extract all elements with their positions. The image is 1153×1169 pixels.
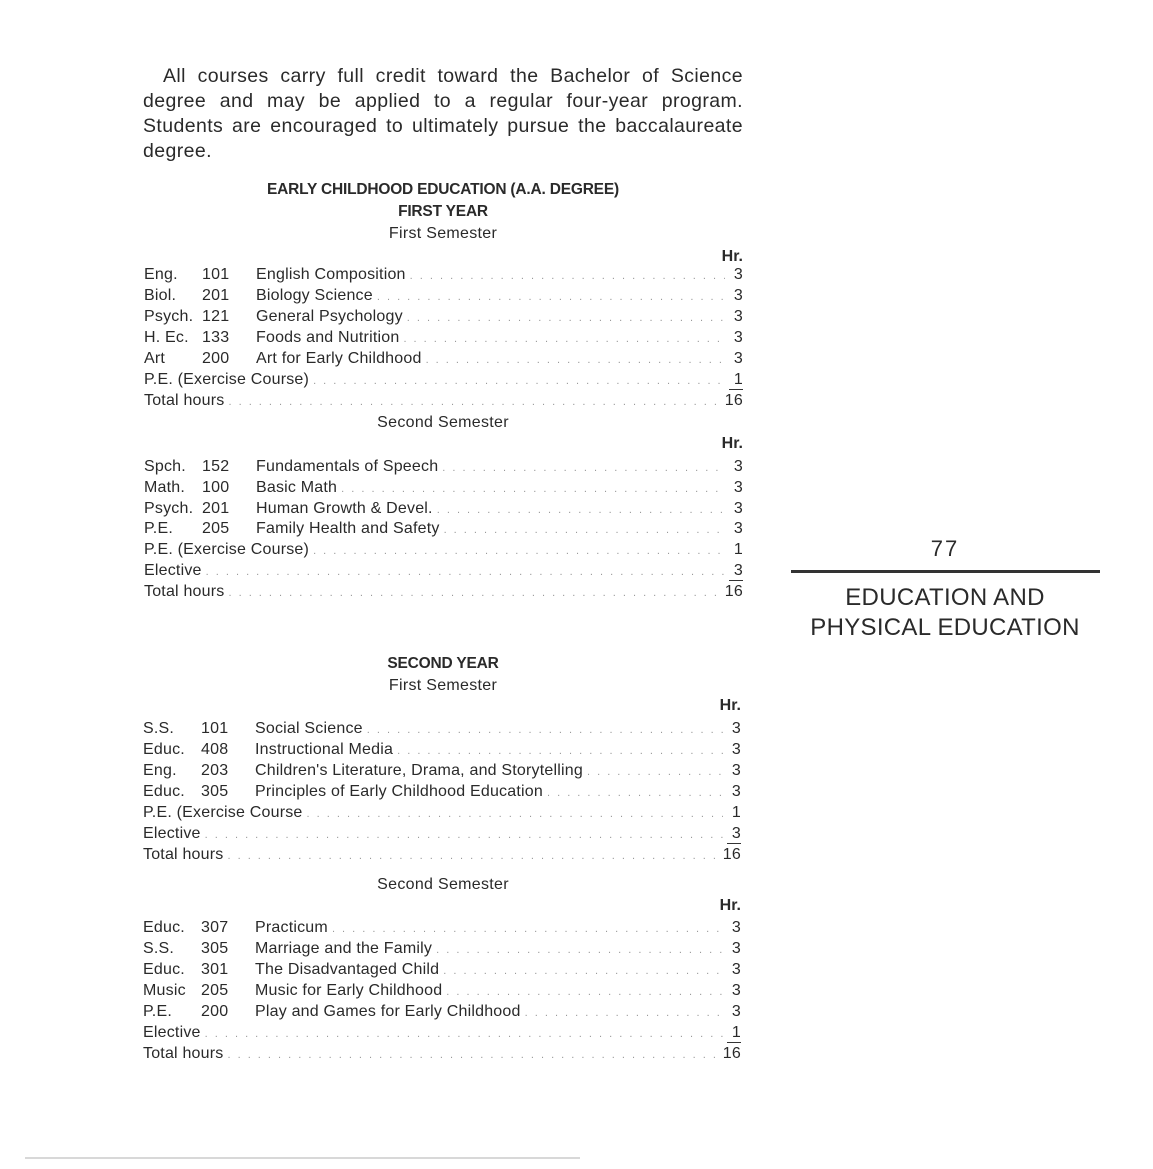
course-number: 200	[201, 1003, 229, 1020]
course-dept: P.E.	[144, 520, 173, 537]
row-label: Total hours	[143, 1045, 224, 1062]
dot-leader	[407, 308, 725, 329]
dot-leader	[205, 1024, 723, 1045]
course-hours: 3	[733, 329, 743, 346]
dot-leader	[367, 720, 723, 741]
row-label: Total hours	[144, 583, 225, 600]
course-name: Principles of Early Childhood Education	[255, 783, 543, 800]
course-row	[143, 739, 741, 760]
course-name: Foods and Nutrition	[256, 329, 400, 346]
course-row	[143, 760, 741, 781]
course-hours: 3	[733, 308, 743, 325]
course-number: 100	[202, 479, 230, 496]
elective-row	[144, 560, 743, 581]
course-row	[144, 348, 743, 369]
dot-leader	[341, 479, 725, 500]
row-label: P.E. (Exercise Course)	[144, 371, 310, 388]
dot-leader	[332, 919, 723, 940]
row-hours: 16	[724, 392, 743, 409]
section-title	[791, 583, 1099, 643]
row-hours: 3	[729, 562, 743, 581]
course-name: Fundamentals of Speech	[256, 458, 439, 475]
course-name: Play and Games for Early Childhood	[255, 1003, 521, 1020]
y1-second-semester-title: Second Semester	[377, 414, 509, 431]
row-hours: 16	[722, 846, 741, 863]
first-year-heading: FIRST YEAR	[398, 203, 488, 220]
course-row	[143, 781, 741, 802]
course-hours: 3	[733, 458, 743, 475]
dot-leader	[313, 371, 725, 392]
total-row	[144, 390, 743, 411]
elective-row	[143, 823, 741, 844]
course-hours: 3	[731, 720, 741, 737]
course-name: Music for Early Childhood	[255, 982, 443, 999]
course-dept: Spch.	[144, 458, 186, 475]
course-number: 200	[202, 350, 230, 367]
course-name: Children's Literature, Drama, and Storytelling	[255, 762, 583, 779]
course-number: 301	[201, 961, 229, 978]
dot-leader	[228, 392, 720, 413]
section-rule	[791, 570, 1100, 573]
course-dept: Psych.	[144, 500, 194, 517]
row-label: Total hours	[143, 846, 224, 863]
course-number: 121	[202, 308, 230, 325]
course-number: 201	[202, 500, 230, 517]
row-hours: 3	[727, 825, 741, 844]
dot-leader	[410, 266, 725, 287]
scan-edge-line	[25, 1157, 580, 1159]
row-hours: 16	[722, 1045, 741, 1062]
course-dept: Music	[143, 982, 186, 999]
dot-leader	[587, 762, 723, 783]
course-name: Basic Math	[256, 479, 338, 496]
course-hours: 3	[731, 741, 741, 758]
section-title-line1: EDUCATION AND	[845, 584, 1045, 611]
course-number: 101	[202, 266, 230, 283]
course-name: Biology Science	[256, 287, 373, 304]
course-dept: Biol.	[144, 287, 177, 304]
course-dept: S.S.	[143, 720, 175, 737]
course-hours: 3	[731, 1003, 741, 1020]
row-hours: 1	[729, 371, 743, 390]
section-title-line2: PHYSICAL EDUCATION	[810, 614, 1080, 641]
dot-leader	[403, 329, 725, 350]
course-dept: Educ.	[143, 783, 185, 800]
course-name: Human Growth & Devel.	[256, 500, 433, 517]
dot-leader	[227, 846, 718, 867]
course-row	[144, 518, 743, 539]
dot-leader	[443, 961, 723, 982]
row-label: Elective	[144, 562, 202, 579]
dot-leader	[426, 350, 725, 371]
dot-leader	[307, 804, 723, 825]
course-row	[144, 264, 743, 285]
course-name: Art for Early Childhood	[256, 350, 422, 367]
course-number: 205	[201, 982, 229, 999]
row-label: Elective	[143, 825, 201, 842]
course-dept: Educ.	[143, 919, 185, 936]
exercise-row	[144, 369, 743, 390]
course-number: 408	[201, 741, 229, 758]
row-label: Total hours	[144, 392, 225, 409]
dot-leader	[228, 583, 720, 604]
course-number: 101	[201, 720, 229, 737]
course-row	[143, 938, 741, 959]
dot-leader	[397, 741, 723, 762]
row-hours: 1	[733, 541, 743, 558]
course-row	[143, 718, 741, 739]
course-dept: Psych.	[144, 308, 194, 325]
course-number: 305	[201, 783, 229, 800]
exercise-row	[143, 802, 741, 823]
course-dept: P.E.	[143, 1003, 172, 1020]
course-number: 205	[202, 520, 230, 537]
course-row	[143, 917, 741, 938]
course-dept: S.S.	[143, 940, 175, 957]
program-title: EARLY CHILDHOOD EDUCATION (A.A. DEGREE)	[267, 181, 619, 198]
course-row	[144, 306, 743, 327]
y1-first-semester-title: First Semester	[388, 225, 498, 242]
page-number: 77	[930, 536, 960, 561]
dot-leader	[444, 520, 725, 541]
course-dept: Eng.	[144, 266, 178, 283]
dot-leader	[436, 940, 723, 961]
course-row	[144, 498, 743, 519]
course-name: General Psychology	[256, 308, 403, 325]
dot-leader	[377, 287, 725, 308]
course-hours: 3	[733, 500, 743, 517]
y1s2-hr-label: Hr.	[721, 435, 743, 452]
course-hours: 3	[733, 266, 743, 283]
total-row	[143, 1043, 741, 1064]
course-number: 203	[201, 762, 229, 779]
course-dept: H. Ec.	[144, 329, 189, 346]
course-number: 133	[202, 329, 230, 346]
row-label: P.E. (Exercise Course)	[144, 541, 310, 558]
course-hours: 3	[733, 479, 743, 496]
course-row	[144, 456, 743, 477]
row-hours: 1	[731, 804, 741, 821]
course-number: 305	[201, 940, 229, 957]
course-name: Social Science	[255, 720, 363, 737]
course-row	[143, 959, 741, 980]
total-row	[143, 844, 741, 865]
course-hours: 3	[733, 287, 743, 304]
course-row	[144, 477, 743, 498]
row-label: Elective	[143, 1024, 201, 1041]
course-hours: 3	[733, 350, 743, 367]
course-hours: 3	[731, 762, 741, 779]
course-dept: Art	[144, 350, 166, 367]
course-hours: 3	[731, 783, 741, 800]
y2-first-semester-title: First Semester	[388, 677, 498, 694]
y2s2-hr-label: Hr.	[719, 897, 741, 914]
y2s1-hr-label: Hr.	[719, 697, 741, 714]
course-hours: 3	[731, 919, 741, 936]
dot-leader	[313, 541, 725, 562]
row-hours: 16	[724, 583, 743, 600]
course-dept: Educ.	[143, 741, 185, 758]
course-dept: Math.	[144, 479, 186, 496]
course-hours: 3	[731, 961, 741, 978]
course-row	[144, 327, 743, 348]
dot-leader	[446, 982, 723, 1003]
dot-leader	[547, 783, 723, 804]
course-name: Practicum	[255, 919, 328, 936]
course-dept: Eng.	[143, 762, 177, 779]
course-name: Family Health and Safety	[256, 520, 440, 537]
dot-leader	[206, 562, 725, 583]
dot-leader	[442, 458, 725, 479]
course-number: 307	[201, 919, 229, 936]
dot-leader	[227, 1045, 718, 1066]
dot-leader	[525, 1003, 723, 1024]
dot-leader	[205, 825, 723, 846]
course-row	[143, 1001, 741, 1022]
y2-second-semester-title: Second Semester	[377, 876, 509, 893]
course-name: English Composition	[256, 266, 406, 283]
course-dept: Educ.	[143, 961, 185, 978]
course-row	[143, 980, 741, 1001]
elective-row	[143, 1022, 741, 1043]
row-hours: 1	[727, 1024, 741, 1043]
y1s1-hr-label: Hr.	[721, 248, 743, 265]
intro-paragraph: All courses carry full credit toward the Bachelor of Science degree and may be applied to a regular four-year program. Students are encouraged to ultimately pursue the baccalaureate degree.	[143, 65, 743, 162]
course-hours: 3	[733, 520, 743, 537]
course-name: The Disadvantaged Child	[255, 961, 440, 978]
course-hours: 3	[731, 940, 741, 957]
exercise-row	[144, 539, 743, 560]
course-row	[144, 285, 743, 306]
course-name: Marriage and the Family	[255, 940, 433, 957]
course-number: 152	[202, 458, 230, 475]
second-year-heading: SECOND YEAR	[387, 655, 499, 672]
total-row	[144, 581, 743, 602]
row-label: P.E. (Exercise Course	[143, 804, 303, 821]
course-number: 201	[202, 287, 230, 304]
course-name: Instructional Media	[255, 741, 394, 758]
course-hours: 3	[731, 982, 741, 999]
